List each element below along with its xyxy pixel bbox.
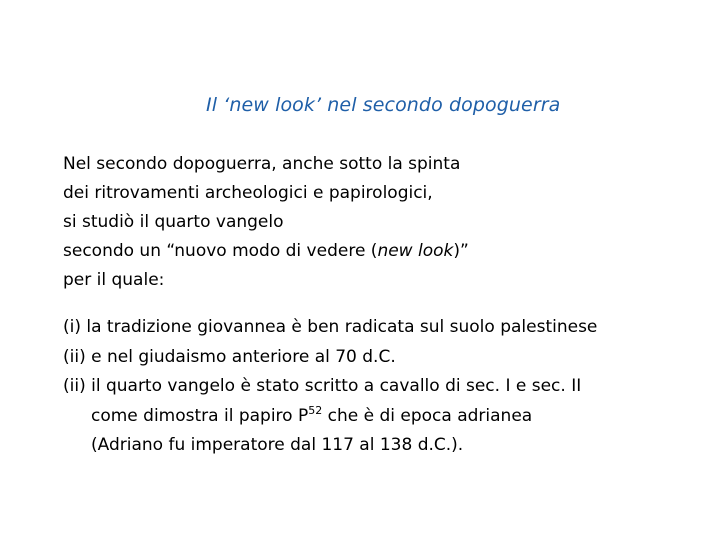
papyrus-number: 52 bbox=[308, 403, 323, 417]
list-item-continuation: (Adriano fu imperatore dal 117 al 138 d.C.). bbox=[91, 435, 464, 455]
continuation-text: come dimostra il papiro P bbox=[91, 405, 309, 426]
continuation-text: che è di epoca adrianea bbox=[322, 405, 533, 426]
intro-line-new-look bbox=[63, 237, 469, 266]
intro-paragraph bbox=[63, 150, 469, 295]
intro-line: dei ritrovamenti archeologici e papirologici, bbox=[63, 183, 433, 203]
intro-line: si studiò il quarto vangelo bbox=[63, 212, 284, 232]
list-item: (ii) e nel giudaismo anteriore al 70 d.C. bbox=[63, 346, 396, 367]
list-item: (i) la tradizione giovannea è ben radicata sul suolo palestinese bbox=[63, 317, 598, 337]
slide-title: Il ‘new look’ nel secondo dopoguerra bbox=[206, 94, 561, 116]
intro-text: )” bbox=[453, 241, 469, 261]
list-item-continuation bbox=[63, 402, 597, 432]
intro-text: secondo un “nuovo modo di vedere ( bbox=[63, 241, 378, 261]
new-look-term: new look bbox=[377, 241, 454, 261]
list-item: (ii) il quarto vangelo è stato scritto a cavallo di sec. I e sec. II bbox=[63, 376, 582, 396]
intro-line: per il quale: bbox=[63, 270, 165, 290]
intro-line: Nel secondo dopoguerra, anche sotto la spinta bbox=[63, 154, 461, 174]
points-list bbox=[63, 313, 597, 461]
